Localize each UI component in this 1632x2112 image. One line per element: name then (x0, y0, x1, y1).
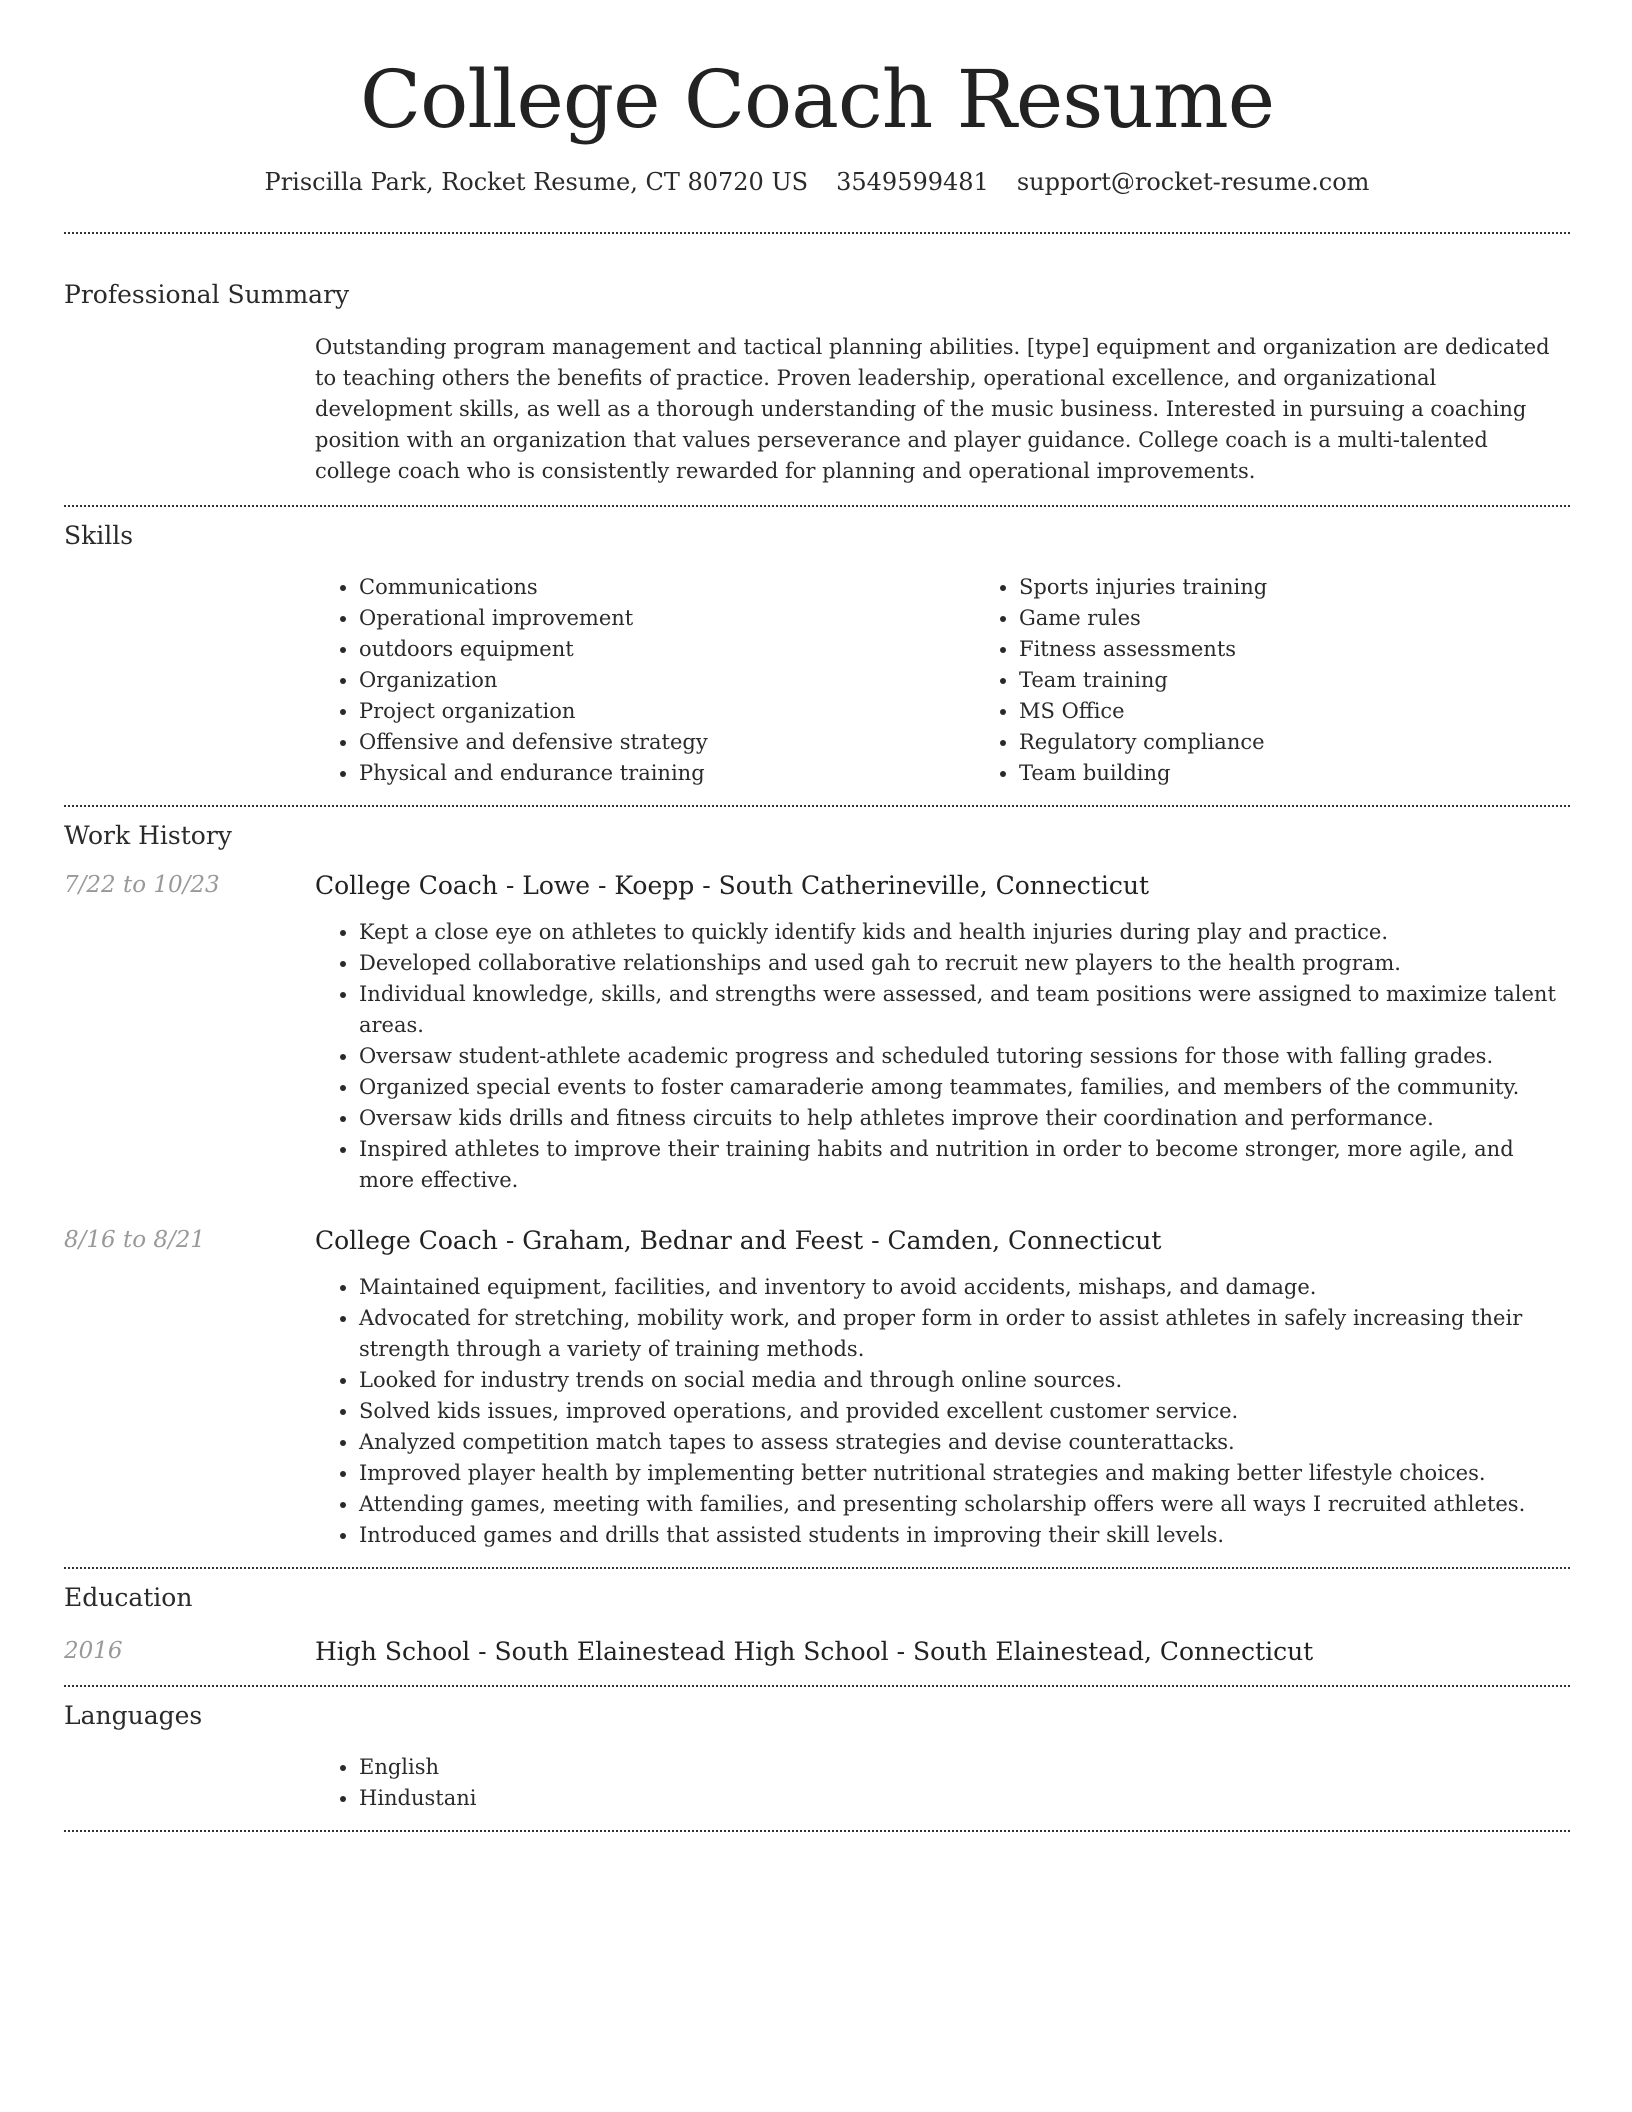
job-dates: 8/16 to 8/21 (64, 1227, 206, 1253)
list-item: • Individual knowledge, skills, and strengths were assessed, and team positions were assigned to maximize talent areas. (359, 979, 1570, 1041)
education-entry: High School - South Elainestead High School - South Elainestead, Connecticut (315, 1637, 1314, 1666)
job-title: College Coach - Graham, Bednar and Feest - Camden, Connecticut (315, 1226, 1162, 1255)
resume-title: College Coach Resume (359, 53, 1275, 146)
list-item: • Oversaw student-athlete academic progress and scheduled tutoring sessions for those with falling grades. (359, 1041, 1570, 1072)
list-item: • outdoors equipment (359, 634, 975, 665)
skills-grid (315, 572, 1632, 789)
list-item: • Offensive and defensive strategy (359, 727, 975, 758)
languages-heading: Languages (64, 1701, 203, 1730)
job-dates: 7/22 to 10/23 (64, 872, 220, 898)
contact-line (64, 166, 1570, 198)
summary-spacer (64, 332, 315, 487)
education-section (64, 1581, 1570, 1669)
summary-section (64, 278, 1570, 487)
work-section (64, 819, 1570, 1551)
education-year: 2016 (64, 1638, 123, 1664)
list-item: • Communications (359, 572, 975, 603)
list-item: • Developed collaborative relationships and used gah to recruit new players to the health program. (359, 948, 1570, 979)
list-item: • English (359, 1752, 1570, 1783)
list-item: • Maintained equipment, facilities, and inventory to avoid accidents, mishaps, and damage. (359, 1272, 1570, 1303)
list-item: • Team training (1019, 665, 1632, 696)
list-item: • Analyzed competition match tapes to assess strategies and devise counterattacks. (359, 1427, 1570, 1458)
languages-list (315, 1752, 1570, 1814)
job-entry (64, 1224, 1570, 1551)
work-heading: Work History (64, 821, 232, 850)
divider (64, 505, 1570, 507)
skills-list-2 (975, 572, 1632, 789)
list-item: • Inspired athletes to improve their training habits and nutrition in order to become stronger, more agile, and more effective. (359, 1134, 1570, 1196)
list-item: • Solved kids issues, improved operations, and provided excellent customer service. (359, 1396, 1570, 1427)
job-title: College Coach - Lowe - Koepp - South Catherineville, Connecticut (315, 871, 1149, 900)
skills-section (64, 519, 1570, 789)
skills-list-1 (315, 572, 975, 789)
list-item: • Oversaw kids drills and fitness circuits to help athletes improve their coordination and performance. (359, 1103, 1570, 1134)
list-item: • Organization (359, 665, 975, 696)
contact-email: support@rocket-resume.com (1016, 168, 1370, 196)
job-bullets (315, 917, 1570, 1196)
job-spacer (64, 917, 315, 1196)
skills-heading: Skills (64, 521, 134, 550)
list-item: • MS Office (1019, 696, 1632, 727)
education-heading: Education (64, 1583, 193, 1612)
divider (64, 1685, 1570, 1687)
divider (64, 232, 1570, 234)
contact-phone: 3549599481 (836, 168, 989, 196)
list-item: • Operational improvement (359, 603, 975, 634)
list-item: • Fitness assessments (1019, 634, 1632, 665)
divider (64, 1830, 1570, 1832)
list-item: • Advocated for stretching, mobility work, and proper form in order to assist athletes in safely increasing their strength through a variety of training methods. (359, 1303, 1570, 1365)
list-item: • Physical and endurance training (359, 758, 975, 789)
job-entry (64, 869, 1570, 1196)
job-bullets (315, 1272, 1570, 1551)
languages-spacer (64, 1752, 315, 1814)
list-item: • Sports injuries training (1019, 572, 1632, 603)
list-item: • Introduced games and drills that assisted students in improving their skill levels. (359, 1520, 1570, 1551)
list-item: • Hindustani (359, 1783, 1570, 1814)
languages-section (64, 1699, 1570, 1814)
list-item: • Attending games, meeting with families, and presenting scholarship offers were all ways I recruited athletes. (359, 1489, 1570, 1520)
contact-address: Priscilla Park, Rocket Resume, CT 80720 US (264, 168, 809, 196)
summary-text: Outstanding program management and tactical planning abilities. [type] equipment and organization are dedicated to teaching others the benefits of practice. Proven leadership, operational excellence, and organizational development skills, as well as a thorough understanding of the music business. Interested in pursuing a coaching position with an organization that values perseverance and player guidance. College coach is a multi-talented college coach who is consistently rewarded for planning and operational improvements. (315, 335, 1550, 483)
list-item: • Looked for industry trends on social media and through online sources. (359, 1365, 1570, 1396)
divider (64, 805, 1570, 807)
list-item: • Team building (1019, 758, 1632, 789)
list-item: • Regulatory compliance (1019, 727, 1632, 758)
list-item: • Kept a close eye on athletes to quickly identify kids and health injuries during play and practice. (359, 917, 1570, 948)
list-item: • Organized special events to foster camaraderie among teammates, families, and members of the community. (359, 1072, 1570, 1103)
list-item: • Project organization (359, 696, 975, 727)
summary-heading: Professional Summary (64, 280, 350, 309)
list-item: • Game rules (1019, 603, 1632, 634)
divider (64, 1567, 1570, 1569)
list-item: • Improved player health by implementing better nutritional strategies and making better lifestyle choices. (359, 1458, 1570, 1489)
skills-spacer (64, 572, 315, 789)
job-spacer (64, 1272, 315, 1551)
resume-page (64, 0, 1570, 1832)
